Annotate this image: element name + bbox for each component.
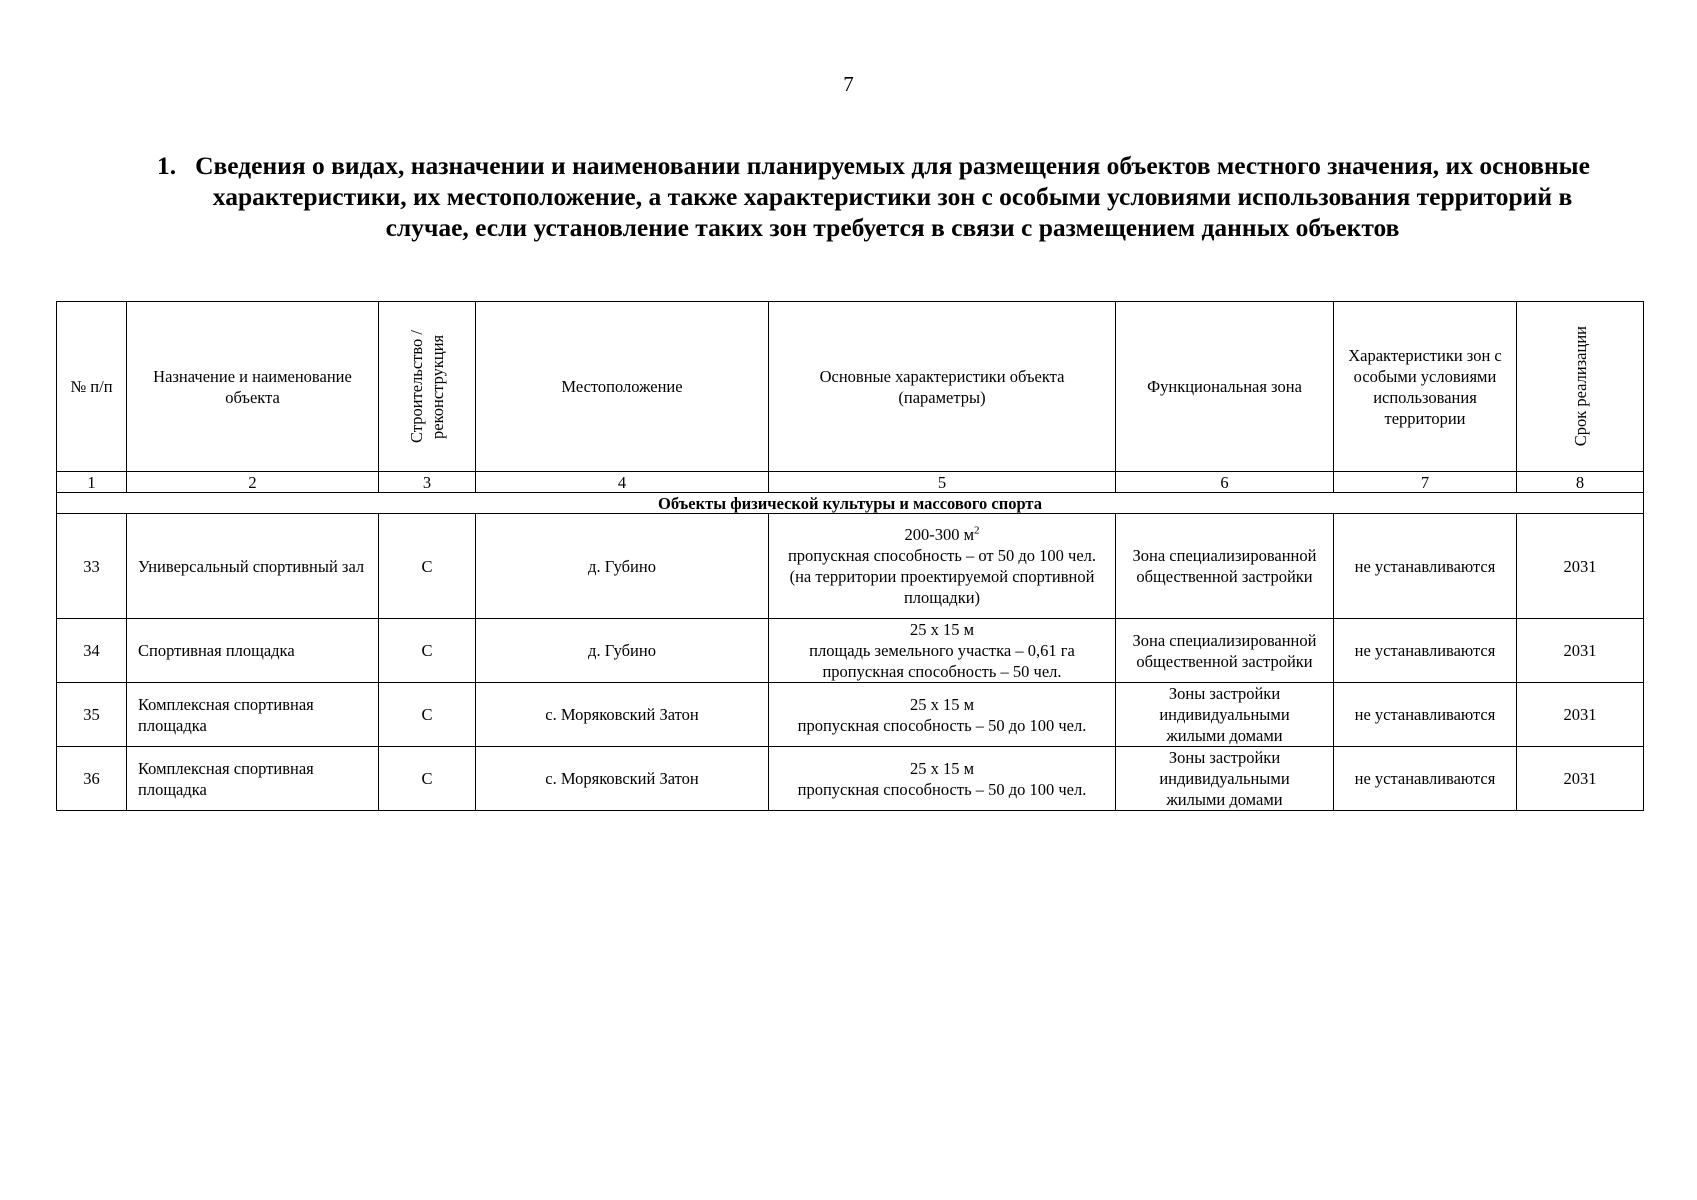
params-line: площадь земельного участка – 0,61 га	[809, 641, 1075, 660]
params-line: 25 х 15 м	[909, 620, 975, 639]
header-cell-location: Местоположение	[476, 302, 769, 472]
params-area: 200-300 м	[904, 525, 975, 544]
section-heading-text: Сведения о видах, назначении и наименовании планируемых для размещения объектов местного значения, их основные характеристики, их местоположение, а также характеристики зон с особыми условиями использования территорий в случае, если установление таких зон требуется в связи с размещением данных объектов	[195, 151, 1590, 242]
column-number: 5	[769, 472, 1116, 493]
functional-zone: Зоны застройки индивидуальными жилыми домами	[1116, 683, 1334, 747]
object-params	[769, 619, 1116, 683]
functional-zone: Зона специализированной общественной застройки	[1116, 619, 1334, 683]
params-line: 25 х 15 м	[909, 758, 975, 778]
params-line: пропускная способность – 50 чел.	[822, 662, 1062, 681]
params-line: пропускная способность – 50 до 100 чел.	[797, 715, 1087, 735]
section-title: Объекты физической культуры и массового спорта	[57, 493, 1644, 514]
object-name: Комплексная спортивная площадка	[127, 683, 379, 747]
object-params	[769, 747, 1116, 811]
implementation-term: 2031	[1517, 514, 1644, 619]
row-number: 33	[57, 514, 127, 619]
header-cell-zone: Функциональная зона	[1116, 302, 1334, 472]
page-number: 7	[843, 72, 854, 96]
header-cell-number: № п/п	[57, 302, 127, 472]
functional-zone: Зоны застройки индивидуальными жилыми домами	[1116, 747, 1334, 811]
special-zone-characteristics: не устанавливаются	[1334, 514, 1517, 619]
functional-zone: Зона специализированной общественной застройки	[1116, 514, 1334, 619]
column-number: 2	[127, 472, 379, 493]
row-number: 35	[57, 683, 127, 747]
column-number: 4	[476, 472, 769, 493]
object-location: с. Моряковский Затон	[476, 747, 769, 811]
construction-type: С	[379, 514, 476, 619]
header-term-label: Срок реализации	[1570, 326, 1590, 447]
implementation-term: 2031	[1517, 747, 1644, 811]
header-construction-label: Строительство / реконструкция	[407, 330, 447, 443]
params-line: 25 х 15 м	[909, 694, 975, 714]
construction-type: С	[379, 619, 476, 683]
column-number: 6	[1116, 472, 1334, 493]
section-heading	[150, 150, 1590, 243]
implementation-term: 2031	[1517, 619, 1644, 683]
objects-table	[56, 301, 1644, 811]
section-heading-number: 1.	[157, 151, 177, 180]
construction-type: С	[379, 683, 476, 747]
object-location: с. Моряковский Затон	[476, 683, 769, 747]
column-number: 7	[1334, 472, 1517, 493]
params-details: пропускная способность – от 50 до 100 чел. (на территории проектируемой спортивной площадки)	[787, 546, 1097, 607]
object-name: Универсальный спортивный зал	[127, 514, 379, 619]
implementation-term: 2031	[1517, 683, 1644, 747]
column-number-row	[57, 472, 1644, 493]
header-cell-term	[1517, 302, 1644, 472]
special-zone-characteristics: не устанавливаются	[1334, 747, 1517, 811]
construction-type: С	[379, 747, 476, 811]
section-row	[57, 493, 1644, 514]
special-zone-characteristics: не устанавливаются	[1334, 619, 1517, 683]
special-zone-characteristics: не устанавливаются	[1334, 683, 1517, 747]
header-cell-params: Основные характеристики объекта (параметры)	[769, 302, 1116, 472]
column-number: 8	[1517, 472, 1644, 493]
object-name: Комплексная спортивная площадка	[127, 747, 379, 811]
row-number: 34	[57, 619, 127, 683]
object-params	[769, 514, 1116, 619]
object-location: д. Губино	[476, 619, 769, 683]
header-cell-construction	[379, 302, 476, 472]
column-number: 3	[379, 472, 476, 493]
params-area-superscript: 2	[974, 524, 980, 537]
header-cell-name: Назначение и наименование объекта	[127, 302, 379, 472]
object-location: д. Губино	[476, 514, 769, 619]
header-row	[57, 302, 1644, 472]
table-row	[57, 683, 1644, 747]
table-row	[57, 619, 1644, 683]
header-cell-special-zones: Характеристики зон с особыми условиями использования территории	[1334, 302, 1517, 472]
column-number: 1	[57, 472, 127, 493]
row-number: 36	[57, 747, 127, 811]
object-params	[769, 683, 1116, 747]
params-line: пропускная способность – 50 до 100 чел.	[797, 779, 1087, 799]
table-row	[57, 514, 1644, 619]
table-row	[57, 747, 1644, 811]
object-name: Спортивная площадка	[127, 619, 379, 683]
